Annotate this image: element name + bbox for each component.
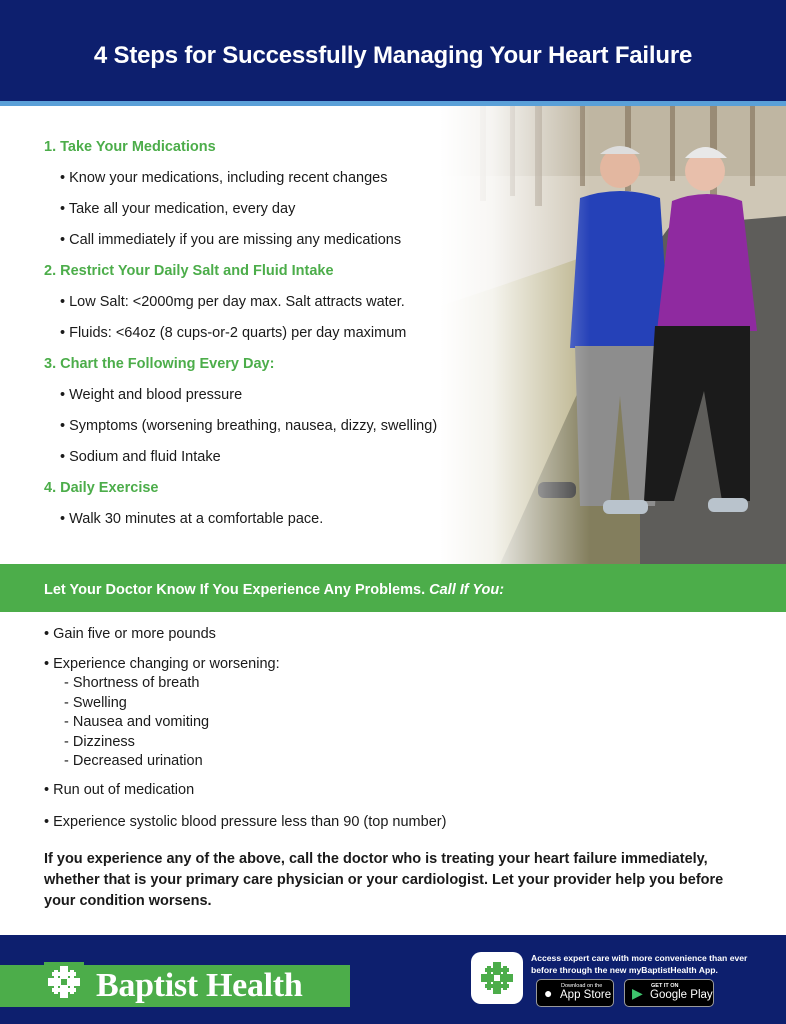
brand-logo-text: Baptist Health <box>96 967 303 1004</box>
step-bullet: • Walk 30 minutes at a comfortable pace. <box>60 511 324 527</box>
step-bullet: • Low Salt: <2000mg per day max. Salt attracts water. <box>60 294 405 310</box>
apple-icon: ● <box>544 985 553 1001</box>
google-play-button[interactable] <box>624 979 714 1007</box>
app-promo-text: Access expert care with more convenience than ever before through the new myBaptistHealth App. <box>531 953 748 975</box>
step-bullet: • Take all your medication, every day <box>60 201 296 217</box>
app-store-label: App Store <box>560 989 612 1001</box>
baptist-app-cross-icon <box>477 958 517 998</box>
problem-subitem: - Shortness of breath <box>64 675 200 691</box>
call-band-text <box>44 582 504 598</box>
step-heading: 4. Daily Exercise <box>44 480 159 496</box>
problem-subitem: - Dizziness <box>64 733 135 750</box>
problem-subitem: - Swelling <box>64 694 127 711</box>
google-play-icon: ▶ <box>632 985 643 1001</box>
problem-subitem: - Nausea and vomiting <box>64 714 210 731</box>
app-store-small: Download on the <box>561 983 603 989</box>
steps-list <box>44 136 474 539</box>
problem-item: • Experience systolic blood pressure less than 90 (top number) <box>44 813 447 830</box>
step-bullet: • Call immediately if you are missing any medications <box>60 232 402 248</box>
baptist-cross-icon <box>44 962 84 1007</box>
problem-item: • Experience changing or worsening: <box>44 656 280 672</box>
closing-paragraph: If you experience any of the above, call the doctor who is treating your heart failure immediately, whether that is your primary care physician or your cardiologist. Let your provider help you before your condition worsens. <box>44 851 724 909</box>
step-heading: 1. Take Your Medications <box>44 139 216 155</box>
step-bullet: • Know your medications, including recent changes <box>60 170 388 186</box>
step-bullet: • Fluids: <64oz (8 cups-or-2 quarts) per day maximum <box>60 325 407 341</box>
step-heading: 2. Restrict Your Daily Salt and Fluid Intake <box>44 263 334 279</box>
step-bullet: • Weight and blood pressure <box>60 387 243 403</box>
problems-list <box>44 624 744 832</box>
google-play-label: Google Play <box>650 989 713 1001</box>
app-icon[interactable] <box>471 952 523 1004</box>
step-bullet: • Sodium and fluid Intake <box>60 449 221 465</box>
step-bullet: • Symptoms (worsening breathing, nausea, dizzy, swelling) <box>60 418 438 434</box>
google-play-small: GET IT ON <box>651 983 679 989</box>
app-store-button[interactable] <box>536 979 614 1007</box>
band-emphasis: Call If You: <box>429 582 505 598</box>
problem-item: • Run out of medication <box>44 781 195 798</box>
band-lead: Let Your Doctor Know If You Experience Any Problems. <box>44 582 426 598</box>
problem-subitem: - Decreased urination <box>64 753 203 770</box>
problem-item: • Gain five or more pounds <box>44 626 216 642</box>
step-heading: 3. Chart the Following Every Day: <box>44 356 275 372</box>
page-title: 4 Steps for Successfully Managing Your Heart Failure <box>93 42 693 69</box>
